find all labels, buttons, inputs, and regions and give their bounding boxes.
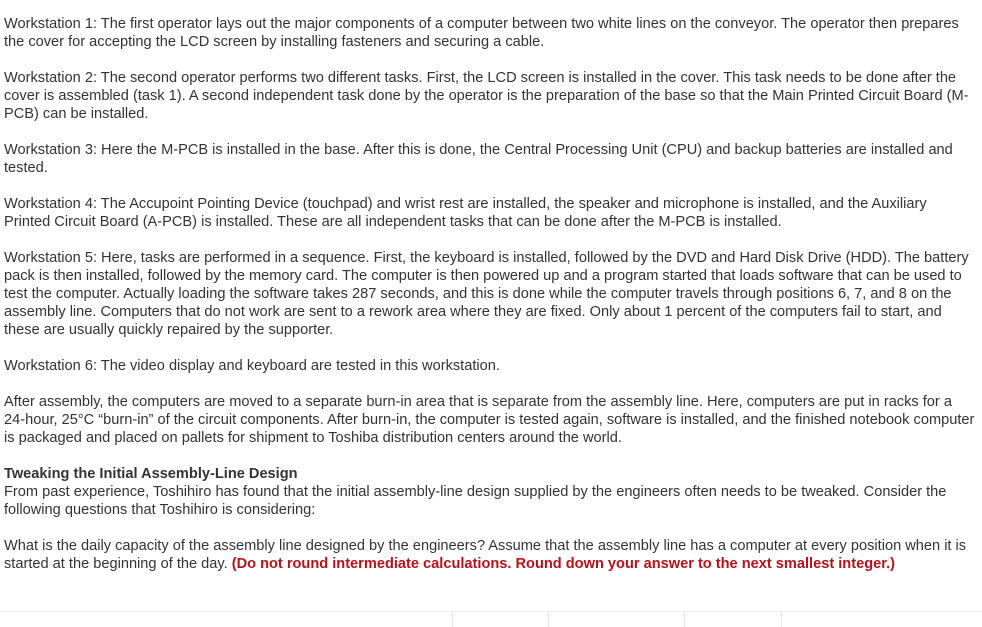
workstation-3-paragraph: Workstation 3: Here the M-PCB is installed in the base. After this is done, the Central Processing Unit (CPU) and backup batteries are installed and tested. <box>4 142 953 176</box>
answer-table-top <box>452 612 982 627</box>
column-divider <box>781 612 782 627</box>
case-text <box>4 15 976 591</box>
workstation-1-paragraph: Workstation 1: The first operator lays out the major components of a computer between two white lines on the conveyor. The operator then prepares the cover for accepting the LCD screen by installing fasteners and securing a cable. <box>4 16 959 50</box>
column-divider <box>548 612 549 627</box>
rounding-instruction: (Do not round intermediate calculations. Round down your answer to the next smallest integer.) <box>231 556 896 572</box>
section-body: From past experience, Toshihiro has found that the initial assembly-line design supplied by the engineers often needs to be tweaked. Consider the following questions that Toshihiro is considering: <box>4 484 947 518</box>
workstation-4-paragraph: Workstation 4: The Accupoint Pointing Device (touchpad) and wrist rest are installed, the speaker and microphone is installed, and the Auxiliary Printed Circuit Board (A-PCB) is installed. These are all independent tasks that can be done after the M-PCB is installed. <box>4 196 927 230</box>
workstation-6-paragraph: Workstation 6: The video display and keyboard are tested in this workstation. <box>4 358 500 374</box>
question-text: What is the daily capacity of the assembly line designed by the engineers? Assume that the assembly line has a computer at every position when it is started at the beginning of the day. <box>4 538 967 572</box>
burn-in-paragraph: After assembly, the computers are moved to a separate burn-in area that is separate from the assembly line. Here, computers are put in racks for a 24-hour, 25°C “burn-in” of the circuit components. After burn-in, the computer is tested again, software is installed, and the finished notebook computer is packaged and placed on pallets for shipment to Toshiba distribution centers around the world. <box>4 394 975 446</box>
question-paragraph <box>4 537 976 573</box>
workstation-5-paragraph: Workstation 5: Here, tasks are performed in a sequence. First, the keyboard is installed, followed by the DVD and Hard Disk Drive (HDD). The battery pack is then installed, followed by the memory card. The computer is then powered up and a program started that loads software that can be used to test the computer. Actually loading the software takes 287 seconds, and this is done while the computer travels through positions 6, 7, and 8 on the assembly line. Computers that do not work are sent to a rework area where they are fixed. Only about 1 percent of the computers fail to start, and these are usually quickly repaired by the supporter. <box>4 250 969 338</box>
column-divider <box>452 612 453 627</box>
section-heading: Tweaking the Initial Assembly-Line Design <box>4 466 298 482</box>
tweaking-section <box>4 465 976 519</box>
column-divider <box>684 612 685 627</box>
workstation-2-paragraph: Workstation 2: The second operator performs two different tasks. First, the LCD screen is installed in the cover. This task needs to be done after the cover is assembled (task 1). A second independent task done by the operator is the preparation of the base so that the Main Printed Circuit Board (M-PCB) can be installed. <box>4 70 969 122</box>
